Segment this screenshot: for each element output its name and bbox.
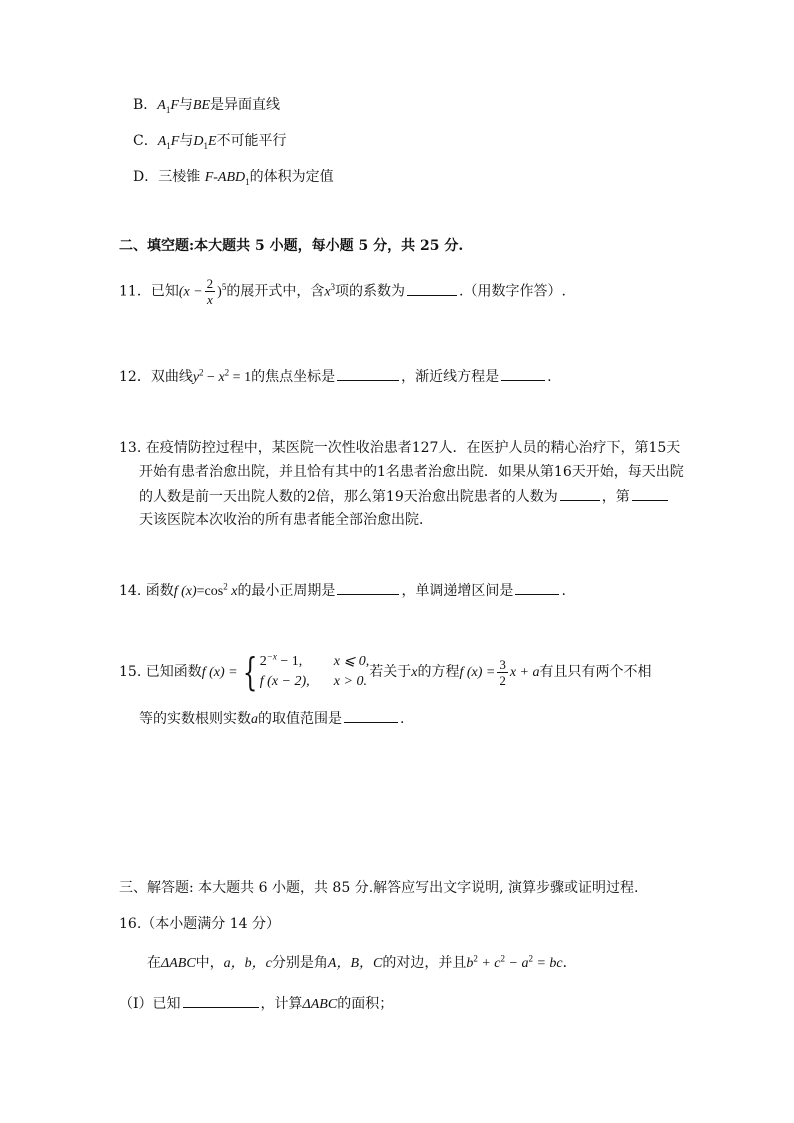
q15-r2-expr: f (x − 2), xyxy=(259,674,310,689)
q15-l2a: 等的实数根则实数 xyxy=(139,711,251,727)
q13-day19-blank[interactable] xyxy=(560,488,600,501)
q11-post: 项的系数为 xyxy=(335,283,406,300)
q15-fraction xyxy=(497,657,508,688)
option-c-yu: 与 xyxy=(179,133,194,149)
option-d xyxy=(133,169,334,187)
q12-minus: − xyxy=(203,370,219,385)
q11-exp: 5 xyxy=(221,281,227,292)
option-c-d: D xyxy=(193,134,204,149)
q12-focus-blank[interactable] xyxy=(337,368,399,381)
option-c-sub2: 1 xyxy=(203,140,208,151)
q12-asymptote-blank[interactable] xyxy=(501,368,545,381)
question-13-line-1 xyxy=(119,440,680,457)
q14-pre: 函数 xyxy=(145,583,174,599)
option-b-text: 是异面直线 xyxy=(210,97,281,113)
question-13-line-2: 开始有患者治愈出院，并且恰有其中的1名患者治愈出院．如果从第16天开始，每天出院 xyxy=(139,464,684,480)
option-b-label: B． xyxy=(133,97,158,113)
q14-interval-blank[interactable] xyxy=(515,582,559,595)
q11-tail: .（用数字作答）. xyxy=(459,283,566,300)
q15-end: . xyxy=(400,711,405,727)
q14-end: . xyxy=(561,583,566,599)
q15-r1-base: 2 xyxy=(259,654,267,669)
question-13-line-3 xyxy=(139,488,670,506)
q15-fx2: f (x) = xyxy=(459,665,496,680)
q13-line-3b: ，第 xyxy=(601,489,630,505)
option-d-pre: 三棱锥 xyxy=(158,169,205,185)
q14-eq: =cos xyxy=(196,584,224,599)
option-d-label: D． xyxy=(133,169,159,185)
question-16-part-1 xyxy=(119,995,393,1014)
option-d-f: F-ABD xyxy=(204,170,246,185)
q12-mid: 的焦点坐标是 xyxy=(251,369,336,385)
q16-given-blank[interactable] xyxy=(183,995,259,1008)
section-3-heading: 三、解答题: 本大题共 6 小题，共 85 分.解答应写出文字说明, 演算步骤或证明过程. xyxy=(119,880,639,896)
option-b-yu: 与 xyxy=(178,97,193,113)
q16-e3: 2 xyxy=(528,953,533,964)
q15-pre: 已知函数 xyxy=(145,664,202,680)
option-c-a: A xyxy=(157,134,167,149)
q15-r1-exp: −x xyxy=(266,651,277,662)
q16-p1b: 中， xyxy=(195,955,224,971)
q12-eq: = 1 xyxy=(229,370,252,385)
q12-y: y xyxy=(192,370,200,385)
q12-yexp: 2 xyxy=(199,367,204,378)
q15-r1-cond: x ⩽ 0, xyxy=(333,654,370,669)
option-d-text: 的体积为定值 xyxy=(249,169,334,185)
q15-fx: f (x) = xyxy=(201,665,238,680)
q14-period-blank[interactable] xyxy=(337,582,399,595)
q16-p1a: 在 xyxy=(147,955,161,971)
question-13-line-4: 天该医院本次收治的所有患者能全部治愈出院． xyxy=(139,512,433,528)
q16-s1b: ，计算 xyxy=(260,996,303,1012)
q15-tail: 有且只有两个不相 xyxy=(539,664,652,680)
q16-e1: 2 xyxy=(473,953,478,964)
q15-frac-den: 2 xyxy=(499,672,506,688)
question-16-header: 16.（本小题满分 14 分） xyxy=(119,916,280,932)
q16-p1e: ． xyxy=(562,955,577,971)
q16-eq-b: b xyxy=(466,956,474,971)
q11-number: 11． xyxy=(119,283,151,300)
q16-e2: 2 xyxy=(500,953,506,964)
option-c-sub1: 1 xyxy=(166,140,171,151)
q11-frac-num: 2 xyxy=(206,276,214,291)
q15-frac-num: 3 xyxy=(499,656,506,672)
option-b-f: F xyxy=(170,98,179,113)
q16-angles: A，B，C xyxy=(327,956,383,971)
q15-range-blank[interactable] xyxy=(344,710,398,723)
option-b-be: BE xyxy=(192,98,211,113)
q14-mid: 的最小正周期是 xyxy=(237,583,336,599)
q15-number: 15. xyxy=(119,664,142,680)
q15-cases xyxy=(260,652,369,692)
q12-pre: 双曲线 xyxy=(150,369,193,385)
q11-pre: 已知 xyxy=(150,283,179,300)
q14-exp: 2 xyxy=(223,581,228,592)
q11-frac-den: x xyxy=(207,292,213,307)
q11-x: x xyxy=(324,284,331,300)
q11-answer-blank[interactable] xyxy=(407,283,457,296)
q16-p1d: 的对边，并且 xyxy=(382,955,467,971)
q12-end: . xyxy=(547,369,552,385)
q11-lparen: (x − xyxy=(178,284,203,300)
q11-rparen: ) xyxy=(217,284,222,300)
question-15-line-2 xyxy=(139,710,404,729)
question-11 xyxy=(119,276,566,307)
option-c xyxy=(133,133,287,151)
q13-day-blank[interactable] xyxy=(632,488,668,501)
q14-number: 14. xyxy=(119,583,142,599)
q13-line-3a: 的人数是前一天出院人数的2倍，那么第19天治愈出院患者的人数为 xyxy=(139,489,558,505)
question-16-body xyxy=(147,955,577,973)
q15-mid2: 的方程 xyxy=(417,664,460,680)
q16-eq-bc: = bc xyxy=(532,956,563,971)
question-14 xyxy=(119,582,566,601)
q16-triangle: ΔABC xyxy=(161,956,196,971)
q11-mid: 的展开式中，含 xyxy=(226,283,325,300)
option-b-a: A xyxy=(157,98,166,113)
q16-triangle-2: ΔABC xyxy=(302,997,338,1012)
q13-line-1: 在疫情防控过程中，某医院一次性收治患者127人．在医护人员的精心治疗下，第15天 xyxy=(145,440,681,456)
q14-x: x xyxy=(227,584,238,599)
option-c-text: 不可能平行 xyxy=(216,133,287,149)
q12-number: 12． xyxy=(119,369,151,385)
q16-s1c: 的面积； xyxy=(337,996,394,1012)
question-12 xyxy=(119,368,552,387)
option-c-label: C． xyxy=(133,133,158,149)
q11-xexp: 3 xyxy=(330,281,336,292)
q13-number: 13. xyxy=(119,440,142,456)
q15-a: a xyxy=(251,712,258,727)
q15-brace-icon: { xyxy=(242,650,257,694)
q15-r1-rest: − 1, xyxy=(276,654,303,669)
q16-eq-c: + c xyxy=(477,956,501,971)
q16-sides: a，b，c xyxy=(223,956,272,971)
q16-eq-a: − a xyxy=(505,956,529,971)
section-2-heading: 二、填空题:本大题共 5 小题，每小题 5 分，共 25 分. xyxy=(119,238,464,254)
q11-fraction xyxy=(205,276,216,307)
q15-l2b: 的取值范围是 xyxy=(258,711,342,727)
option-c-f: F xyxy=(170,134,180,149)
q16-p1c: 分别是角 xyxy=(271,955,328,971)
q12-mid2: ，渐近线方程是 xyxy=(401,369,500,385)
option-b-sub: 1 xyxy=(165,104,171,115)
q15-mid: 若关于 xyxy=(369,664,412,680)
question-15 xyxy=(119,652,652,692)
q15-rhs: x + a xyxy=(509,665,540,680)
option-c-e: E xyxy=(207,134,217,149)
q14-mid2: ，单调递增区间是 xyxy=(401,583,514,599)
q14-fx: f (x) xyxy=(173,584,197,599)
q15-x: x xyxy=(411,665,418,680)
option-b xyxy=(133,97,280,115)
q15-r2-cond: x > 0. xyxy=(333,674,367,689)
option-d-sub: 1 xyxy=(245,176,250,187)
q12-xexp: 2 xyxy=(224,367,230,378)
q12-x: x xyxy=(218,370,225,385)
q16-s1a: （Ⅰ）已知 xyxy=(119,996,181,1012)
